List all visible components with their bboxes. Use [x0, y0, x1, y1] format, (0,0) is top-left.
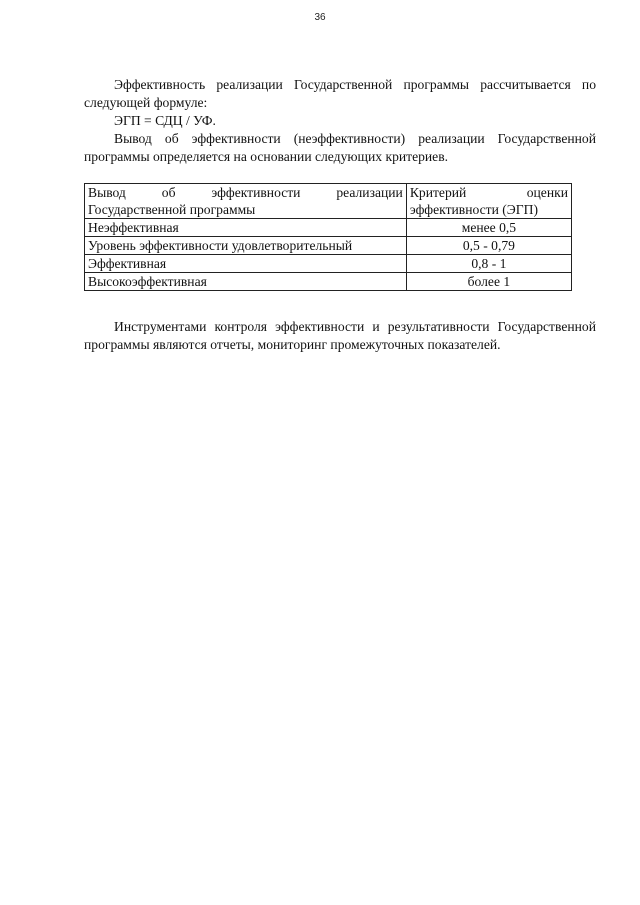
row-value: 0,5 - 0,79 — [406, 237, 571, 255]
row-label: Эффективная — [85, 255, 407, 273]
table-header-row — [85, 184, 572, 219]
row-value: менее 0,5 — [406, 219, 571, 237]
table-header-criterion: Критерий оценки эффективности (ЭГП) — [406, 184, 571, 219]
table-row — [85, 237, 572, 255]
table-header-conclusion: Вывод об эффективности реализации Государственной программы — [85, 184, 407, 219]
table-row — [85, 255, 572, 273]
paragraph-criteria-intro: Вывод об эффективности (неэффективности) реализации Государственной программы определяется на основании следующих критериев. — [84, 131, 596, 164]
row-label: Высокоэффективная — [85, 273, 407, 291]
page-number: 36 — [314, 12, 326, 23]
table-row — [85, 219, 572, 237]
table-row — [85, 273, 572, 291]
criteria-table — [84, 183, 572, 291]
formula-line: ЭГП = СДЦ / УФ. — [114, 113, 216, 128]
row-value: более 1 — [406, 273, 571, 291]
row-label: Уровень эффективности удовлетворительный — [85, 237, 407, 255]
paragraph-efficiency-formula-intro: Эффективность реализации Государственной программы рассчитывается по следующей формуле: — [84, 77, 596, 110]
row-label: Неэффективная — [85, 219, 407, 237]
row-value: 0,8 - 1 — [406, 255, 571, 273]
document-body — [84, 76, 596, 354]
paragraph-control-instruments: Инструментами контроля эффективности и результативности Государственной программы являются отчеты, мониторинг промежуточных показателей. — [84, 319, 596, 352]
